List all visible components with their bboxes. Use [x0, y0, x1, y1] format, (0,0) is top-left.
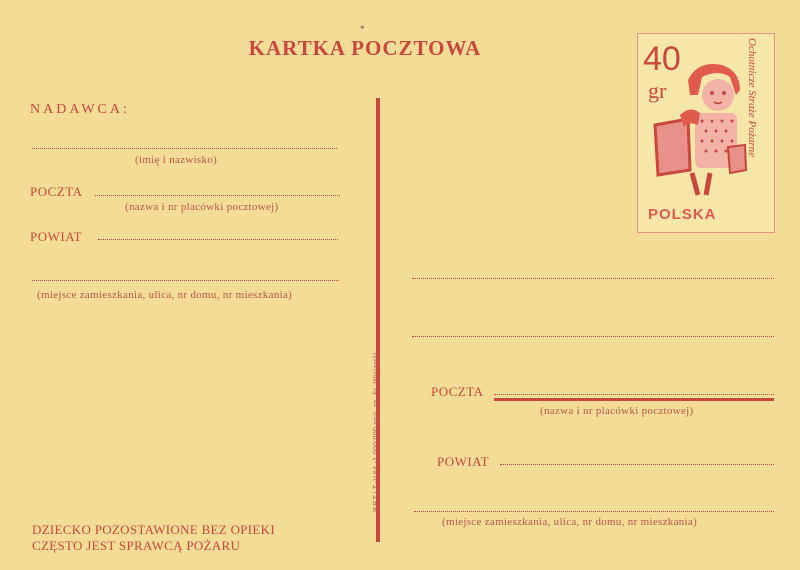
recipient-district-line[interactable] — [500, 464, 774, 465]
recipient-post-underline — [494, 398, 774, 401]
sender-post-label: POCZTA — [30, 184, 83, 199]
stamp-caption: Ochotnicze Straże Pożarne — [746, 38, 758, 158]
recipient-address-line[interactable] — [414, 511, 774, 512]
recipient-post-dotted[interactable] — [494, 394, 774, 395]
stamp-value: 40 — [643, 40, 681, 78]
fire-safety-note — [32, 522, 275, 554]
recipient-post-label: POCZTA — [431, 384, 484, 399]
recipient-address-hint: (miejsce zamieszkania, ulica, nr domu, nr mieszkania) — [442, 516, 698, 528]
recipient-post-hint: (nazwa i nr placówki pocztowej) — [540, 405, 694, 417]
fire-safety-note-line2: CZĘSTO JEST SPRAWCĄ POŻARU — [32, 538, 241, 553]
sender-name-hint: (imię i nazwisko) — [135, 154, 218, 166]
recipient-line-1[interactable] — [412, 278, 774, 279]
print-info: P.P.T.i.T.-V.64.-1 000 000 proj. zn. Fr. Winiarski — [373, 352, 380, 512]
sender-heading: NADAWCA: — [30, 102, 130, 117]
card-title: KARTKA POCZTOWA — [248, 36, 482, 60]
sender-district-line[interactable] — [98, 239, 338, 240]
sender-post-line[interactable] — [95, 195, 340, 196]
sender-address-hint: (miejsce zamieszkania, ulica, nr domu, nr mieszkania) — [37, 289, 293, 301]
recipient-line-2[interactable] — [412, 336, 774, 337]
recipient-district-label: POWIAT — [437, 454, 490, 469]
stamp-country: POLSKA — [648, 206, 717, 223]
fire-safety-note-line1: DZIECKO POZOSTAWIONE BEZ OPIEKI — [32, 522, 275, 537]
sender-address-line[interactable] — [32, 280, 339, 281]
sender-district-label: POWIAT — [30, 229, 83, 244]
stamp-unit: gr — [648, 78, 667, 103]
sender-name-line[interactable] — [32, 148, 337, 149]
asterisk-mark: * — [360, 24, 365, 34]
sender-post-hint: (nazwa i nr placówki pocztowej) — [125, 201, 279, 213]
